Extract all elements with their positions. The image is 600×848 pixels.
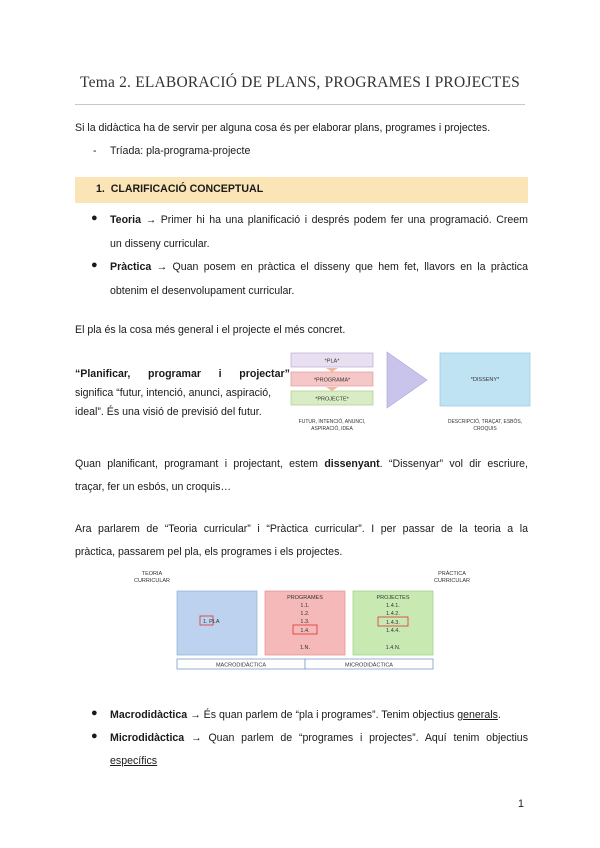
- arrow-icon: →: [191, 732, 202, 744]
- triad-text: Tríada: pla-programa-projecte: [110, 145, 251, 157]
- bullet-teoria: [110, 212, 528, 252]
- bullet-text: Quan posem en pràctica el disseny que hem fet, llavors en la pràctica: [172, 261, 528, 273]
- teoria-paragraph: [75, 521, 528, 560]
- arrow-icon: →: [145, 214, 157, 226]
- programa-box-label: *PROGRAMA*: [313, 377, 351, 384]
- disseny-box-label: *DISSENY*: [470, 377, 500, 383]
- macro-label: MACRODIDÀCTICA: [215, 662, 267, 669]
- dissenyar-text-pre: Quan planificant, programant i projectant, estem: [75, 458, 325, 470]
- programes-item: 1.4.: [300, 628, 310, 634]
- bullet-dot: ●: [91, 707, 98, 719]
- left-caption-line1: FUTUR, INTENCIÓ, ANUNCI,: [298, 419, 366, 425]
- bullet-text: Primer hi ha una planificació i després podem fer una programació. Creem: [160, 214, 528, 226]
- programes-item: 1.3.: [300, 619, 310, 625]
- bullet-term: Macrodidàctica: [110, 709, 188, 721]
- programes-last: 1.N.: [299, 645, 311, 651]
- triangle-arrow-icon: [387, 352, 427, 408]
- right-caption-line1: DESCRIPCIÓ, TRAÇAT, ESBÓS,: [447, 419, 523, 425]
- bullet-dot: ●: [91, 730, 98, 742]
- bullet-text-cont: obtenim el desenvolupament curricular.: [110, 285, 295, 297]
- projectes-item: 1.4.1.: [386, 603, 400, 609]
- bullet-term: Pràctica: [110, 261, 152, 273]
- planificar-paragraph: [75, 366, 290, 420]
- general-paragraph: El pla és la cosa més general i el projecte el més concret.: [75, 324, 346, 336]
- projectes-item: 1.4.3.: [386, 620, 400, 626]
- micro-label: MICRODIDÀCTICA: [345, 662, 393, 669]
- bullet-text: Quan parlem de “programes i projectes”. Aquí tenim objectius: [208, 732, 528, 744]
- planificar-line3: ideal”. És una visió de previsió del futur.: [75, 406, 262, 418]
- projectes-item: 1.4.2.: [386, 611, 400, 617]
- title-divider: [75, 104, 525, 105]
- planificar-line2: significa “futur, intenció, anunci, aspiració,: [75, 387, 272, 399]
- triad-dash: -: [93, 145, 97, 157]
- projectes-title: PROJECTES: [376, 595, 410, 601]
- practica-label-line2: CURRICULAR: [433, 578, 471, 584]
- section-title: CLARIFICACIÓ CONCEPTUAL: [110, 183, 264, 195]
- bullet-text-cont: un disseny curricular.: [110, 238, 210, 250]
- bullet-end: .: [497, 709, 501, 721]
- bullet-dot: ●: [91, 259, 98, 271]
- programes-title: PROGRAMES: [287, 595, 323, 601]
- bullet-term: Microdidàctica: [110, 732, 185, 744]
- right-caption-line2: CROQUIS: [473, 426, 497, 432]
- underlined-word: generals: [457, 709, 498, 721]
- dissenyar-bold: dissenyant: [324, 458, 380, 470]
- teoria-line2: pràctica, passarem pel pla, els programes i els projectes.: [75, 546, 343, 558]
- projecte-box-label: *PROJECTE*: [315, 396, 349, 403]
- arrow-icon: →: [156, 261, 168, 273]
- bullet-microdidactica: [110, 730, 528, 769]
- teoria-line1: Ara parlarem de “Teoria curricular” i “Pràctica curricular”. I per passar de la teoria a la: [75, 523, 528, 535]
- programes-item: 1.2.: [300, 611, 310, 617]
- planificar-heading: “Planificar, programar i projectar”: [75, 368, 290, 380]
- dissenyar-line2: traçar, fer un esbós, un croquis…: [75, 481, 232, 493]
- bullet-text: És quan parlem de “pla i programes”. Tenim objectius: [203, 709, 458, 721]
- down-arrow-icon: [326, 387, 338, 391]
- projectes-last: 1.4.N.: [385, 645, 401, 651]
- dissenyar-paragraph: [75, 456, 528, 495]
- dissenyar-text-post: . “Dissenyar” vol dir escriure,: [379, 458, 528, 470]
- page-number: 1: [518, 798, 524, 810]
- teoria-label-line2: CURRICULAR: [133, 578, 171, 584]
- pla-item: 1. PLA: [203, 619, 220, 625]
- down-arrow-icon: [326, 368, 338, 372]
- page-title: Tema 2. ELABORACIÓ DE PLANS, PROGRAMES I PROJECTES: [80, 74, 520, 91]
- curricular-diagram: [120, 566, 495, 674]
- left-caption-line2: ASPIRACIÓ, IDEA: [311, 426, 353, 432]
- bullet-term: Teoria: [110, 214, 142, 226]
- pla-box-label: *PLA*: [324, 358, 340, 365]
- teoria-label-line1: TEORIA: [141, 571, 163, 577]
- underlined-word: específics: [110, 755, 158, 767]
- section-number: 1.: [96, 183, 105, 195]
- programes-item: 1.1.: [300, 603, 310, 609]
- bullet-dot: ●: [91, 212, 98, 224]
- projectes-item: 1.4.4.: [386, 628, 400, 634]
- practica-label-line1: PRÀCTICA: [438, 571, 466, 577]
- section-heading: [96, 183, 263, 195]
- plan-diagram: [285, 350, 535, 440]
- bullet-macrodidactica: [110, 707, 528, 723]
- bullet-practica: [110, 259, 528, 299]
- arrow-icon: →: [190, 709, 201, 721]
- intro-paragraph: Si la didàctica ha de servir per alguna cosa és per elaborar plans, programes i projectes.: [75, 122, 491, 134]
